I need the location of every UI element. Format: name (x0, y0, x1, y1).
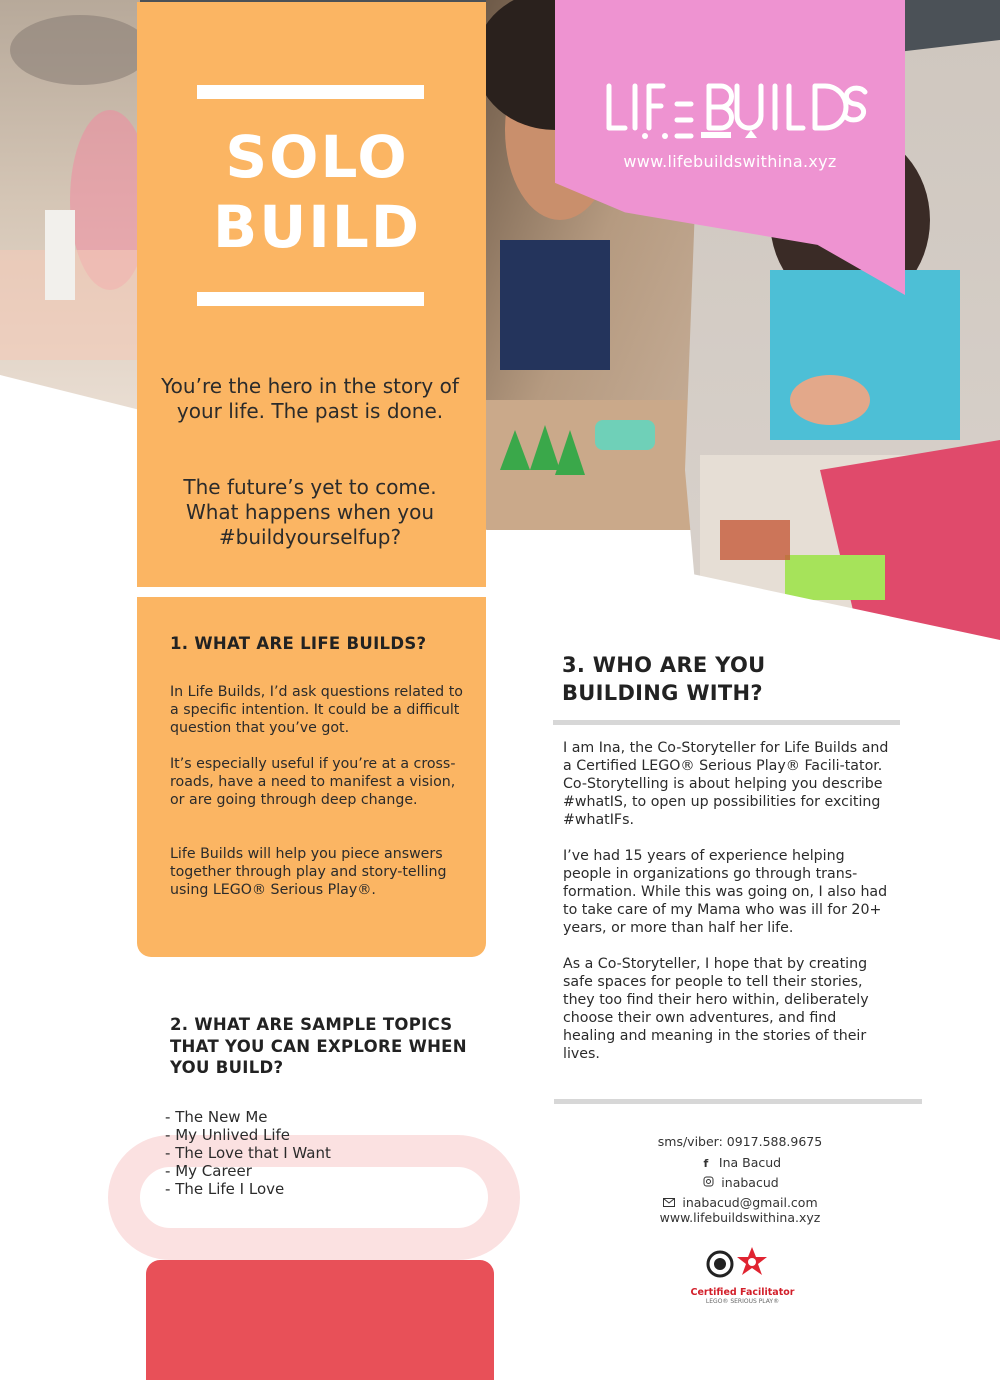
title-rule-bottom (197, 292, 424, 306)
section2-heading: 2. WHAT ARE SAMPLE TOPICS THAT YOU CAN EXPLORE WHEN YOU BUILD? (170, 1015, 467, 1077)
contact-facebook: Ina Bacud (718, 1155, 782, 1170)
contact-instagram: inabacud (721, 1175, 779, 1190)
topic-list (165, 1108, 331, 1198)
certification-badge (690, 1245, 795, 1305)
certification-logo-icon (690, 1245, 795, 1283)
decorative-red-block (146, 1260, 494, 1380)
topic-item: - My Unlived Life (165, 1126, 331, 1144)
section1-heading: 1. WHAT ARE LIFE BUILDS? (170, 634, 427, 653)
section3-paragraph-3: As a Co-Storyteller, I hope that by creating safe spaces for people to tell their stories, they too find their hero within, deliberately choose their own adventures, and find healing and meaning in the stories of their lives. (563, 956, 869, 1062)
topic-item: - The Life I Love (165, 1180, 331, 1198)
section3-heading-line1: 3. WHO ARE YOU (562, 653, 766, 677)
contact-email: inabacud@gmail.com (682, 1195, 818, 1210)
section1-paragraph-2: It’s especially useful if you’re at a cross-roads, have a need to manifest a vision, or are going through deep change. (170, 756, 456, 808)
contact-instagram-row[interactable] (600, 1175, 880, 1192)
life-builds-logo (605, 80, 870, 144)
contact-phone: sms/viber: 0917.588.9675 (657, 1134, 823, 1149)
topic-item: - The Love that I Want (165, 1144, 331, 1162)
brand-url[interactable]: www.lifebuildswithina.xyz (623, 152, 837, 171)
contact-divider (554, 1099, 922, 1104)
section3-paragraph-1: I am Ina, the Co-Storyteller for Life Builds and a Certified LEGO® Serious Play® Facili-tator. Co-Storytelling is about helping you describe #whatIS, to open up possibilities for exciting #whatIFs. (563, 740, 889, 828)
hero-title-line1: SOLO (225, 123, 409, 191)
section3-divider (553, 720, 900, 725)
contact-website[interactable]: www.lifebuildswithina.xyz (659, 1210, 821, 1225)
certification-subtitle: LEGO® SERIOUS PLAY® (705, 1298, 780, 1305)
hero-intro-2: The future’s yet to come. What happens when you #buildyourselfup? (183, 475, 437, 549)
facebook-icon: f (703, 1157, 709, 1170)
section3-paragraph-2: I’ve had 15 years of experience helping people in organizations go through trans-formation. While this was going on, I also had to take care of my Mama who was ill for 20+ years, or more than half her life. (563, 848, 888, 936)
title-rule-top (197, 85, 424, 99)
section1-paragraph-3: Life Builds will help you piece answers together through play and story-telling using LEGO® Serious Play®. (170, 846, 447, 898)
section1-paragraph-1: In Life Builds, I’d ask questions related to a specific intention. It could be a difficult question that you’ve got. (170, 684, 463, 736)
contact-facebook-row[interactable] (600, 1155, 880, 1172)
instagram-icon (701, 1176, 715, 1192)
topic-item: - The New Me (165, 1108, 331, 1126)
certification-title: Certified Facilitator (690, 1287, 795, 1298)
section3-heading-line2: BUILDING WITH? (562, 681, 763, 705)
topic-item: - My Career (165, 1162, 331, 1180)
hero-title-line2: BUILD (213, 193, 421, 261)
hero-intro-1: You’re the hero in the story of your life. The past is done. (161, 374, 459, 423)
